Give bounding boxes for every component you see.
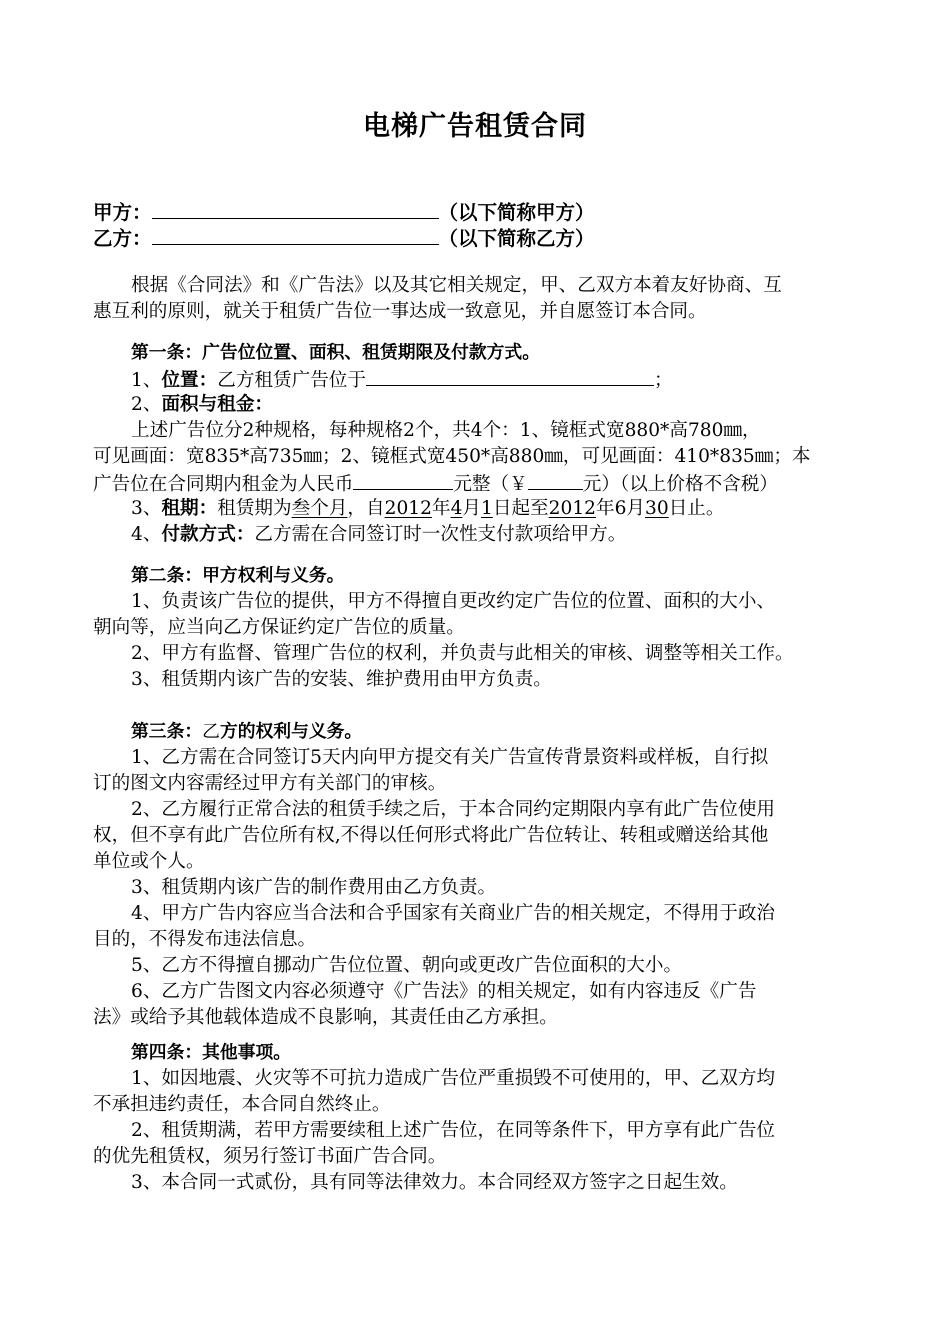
term-label: 租期： — [161, 498, 218, 519]
start-day: 1 — [481, 498, 493, 519]
party-b-suffix: （以下简称乙方） — [438, 227, 595, 250]
party-b-blank — [152, 225, 439, 245]
location-blank — [366, 366, 654, 386]
article2-line: 1、负责该广告位的提供，甲方不得擅自更改约定广告位的位置、面积的大小、 — [131, 591, 776, 612]
start-month: 4 — [450, 498, 463, 519]
article2-heading: 第二条：甲方权利与义务。 — [131, 565, 345, 586]
article3-line: 3、租赁期内该广告的制作费用由乙方负责。 — [131, 877, 497, 898]
intro-line: 惠互利的原则，就关于租赁广告位一事达成一致意见，并自愿签订本合同。 — [93, 301, 707, 322]
article3-line: 目的，不得发布违法信息。 — [93, 929, 317, 950]
end-day: 30 — [645, 498, 669, 519]
article2-line: 朝向等，应当向乙方保证约定广告位的质量。 — [93, 617, 465, 638]
heading-part: 方的权利与义务。 — [219, 721, 363, 742]
item-number: 1、 — [131, 370, 162, 391]
article4-line: 2、租赁期满，若甲方需要续租上述广告位，在同等条件下，甲方享有此广告位 — [131, 1120, 776, 1141]
location-text: 乙方租赁广告位于 — [217, 370, 366, 391]
location-end: ； — [654, 370, 673, 391]
article4-line: 不承担违约责任，本合同自然终止。 — [93, 1094, 391, 1115]
term-text: 租赁期为 — [217, 498, 292, 519]
heading-part: 第三条： — [131, 721, 203, 742]
article3-line: 4、甲方广告内容应当合法和合乎国家有关商业广告的相关规定，不得用于政治 — [131, 903, 776, 924]
term-text: 月 — [462, 498, 482, 519]
article3-line: 6、乙方广告图文内容必须遵守《广告法》的相关规定，如有内容违反《广告 — [131, 981, 757, 1002]
rent-mid: 元整（￥ — [453, 474, 528, 495]
party-a-label: 甲方： — [93, 201, 152, 224]
article3-line: 1、乙方需在合同签订5天内向甲方提交有关广告宣传背景资料或样板，自行拟 — [131, 747, 769, 768]
article3-heading — [131, 719, 362, 745]
article3-line: 5、乙方不得擅自挪动广告位位置、朝向或更改广告位面积的大小。 — [131, 955, 683, 976]
location-label: 位置： — [161, 370, 218, 391]
party-b-label: 乙方： — [93, 227, 152, 250]
term-line — [131, 496, 724, 522]
spec-line: 可见画面：宽835*高735㎜；2、镜框式宽450*高880㎜，可见画面：410*835㎜；本 — [93, 446, 811, 467]
item-number: 2、 — [131, 394, 162, 415]
term-text: 年 — [431, 498, 451, 519]
article4-line: 3、本合同一式贰份，具有同等法律效力。本合同经双方签字之日起生效。 — [131, 1172, 738, 1193]
term-text: 日起至 — [492, 498, 549, 519]
article4-heading: 第四条：其他事项。 — [131, 1042, 292, 1063]
term-text: ，自 — [347, 498, 385, 519]
term-text: 年6月 — [595, 498, 646, 519]
document-title: 电梯广告租赁合同 — [363, 111, 587, 142]
area-label: 面积与租金： — [161, 394, 274, 415]
term-text: 日止。 — [668, 498, 725, 519]
party-a-suffix: （以下简称甲方） — [438, 201, 595, 224]
heading-part: 乙 — [202, 721, 220, 742]
article1-location — [131, 366, 673, 394]
payment-line — [131, 522, 626, 548]
party-a-line — [93, 199, 595, 226]
article3-line: 订的图文内容需经过甲方有关部门的审核。 — [93, 773, 447, 794]
payment-label: 付款方式： — [161, 524, 255, 545]
article3-line: 单位或个人。 — [93, 851, 205, 872]
payment-text: 乙方需在合同签订时一次性支付款项给甲方。 — [254, 524, 627, 545]
party-b-line — [93, 225, 595, 252]
spec-line: 上述广告位分2种规格，每种规格2个，共4个：1、镜框式宽880*高780㎜， — [131, 420, 761, 441]
article3-line: 权，但不享有此广告位所有权,不得以任何形式将此广告位转让、转租或赠送给其他 — [93, 825, 769, 846]
rent-suffix: 元）（以上价格不含税） — [582, 474, 778, 495]
article1-heading: 第一条：广告位位置、面积、租赁期限及付款方式。 — [131, 342, 540, 363]
item-number: 4、 — [131, 524, 162, 545]
rent-prefix: 广告位在合同期内租金为人民币 — [93, 474, 354, 495]
start-year: 2012 — [384, 498, 432, 519]
article3-line: 法》或给予其他载体造成不良影响，其责任由乙方承担。 — [93, 1007, 558, 1028]
article2-line: 2、甲方有监督、管理广告位的权利，并负责与此相关的审核、调整等相关工作。 — [131, 643, 794, 664]
end-year: 2012 — [548, 498, 596, 519]
party-a-blank — [152, 199, 439, 219]
rent-line — [93, 470, 778, 498]
item-number: 3、 — [131, 498, 162, 519]
rent-figure-blank — [528, 470, 583, 490]
article2-line: 3、租赁期内该广告的安装、维护费用由甲方负责。 — [131, 669, 552, 690]
article1-area — [131, 392, 273, 418]
article3-line: 2、乙方履行正常合法的租赁手续之后，于本合同约定期限内享有此广告位使用 — [131, 799, 776, 820]
article4-line: 1、如因地震、火灾等不可抗力造成广告位严重损毁不可使用的，甲、乙双方均 — [131, 1068, 776, 1089]
intro-line: 根据《合同法》和《广告法》以及其它相关规定，甲、乙双方本着友好协商、互 — [131, 275, 782, 296]
article4-line: 的优先租赁权，须另行签订书面广告合同。 — [93, 1146, 447, 1167]
rent-amount-blank — [353, 470, 453, 490]
term-period: 叁个月 — [291, 498, 348, 519]
